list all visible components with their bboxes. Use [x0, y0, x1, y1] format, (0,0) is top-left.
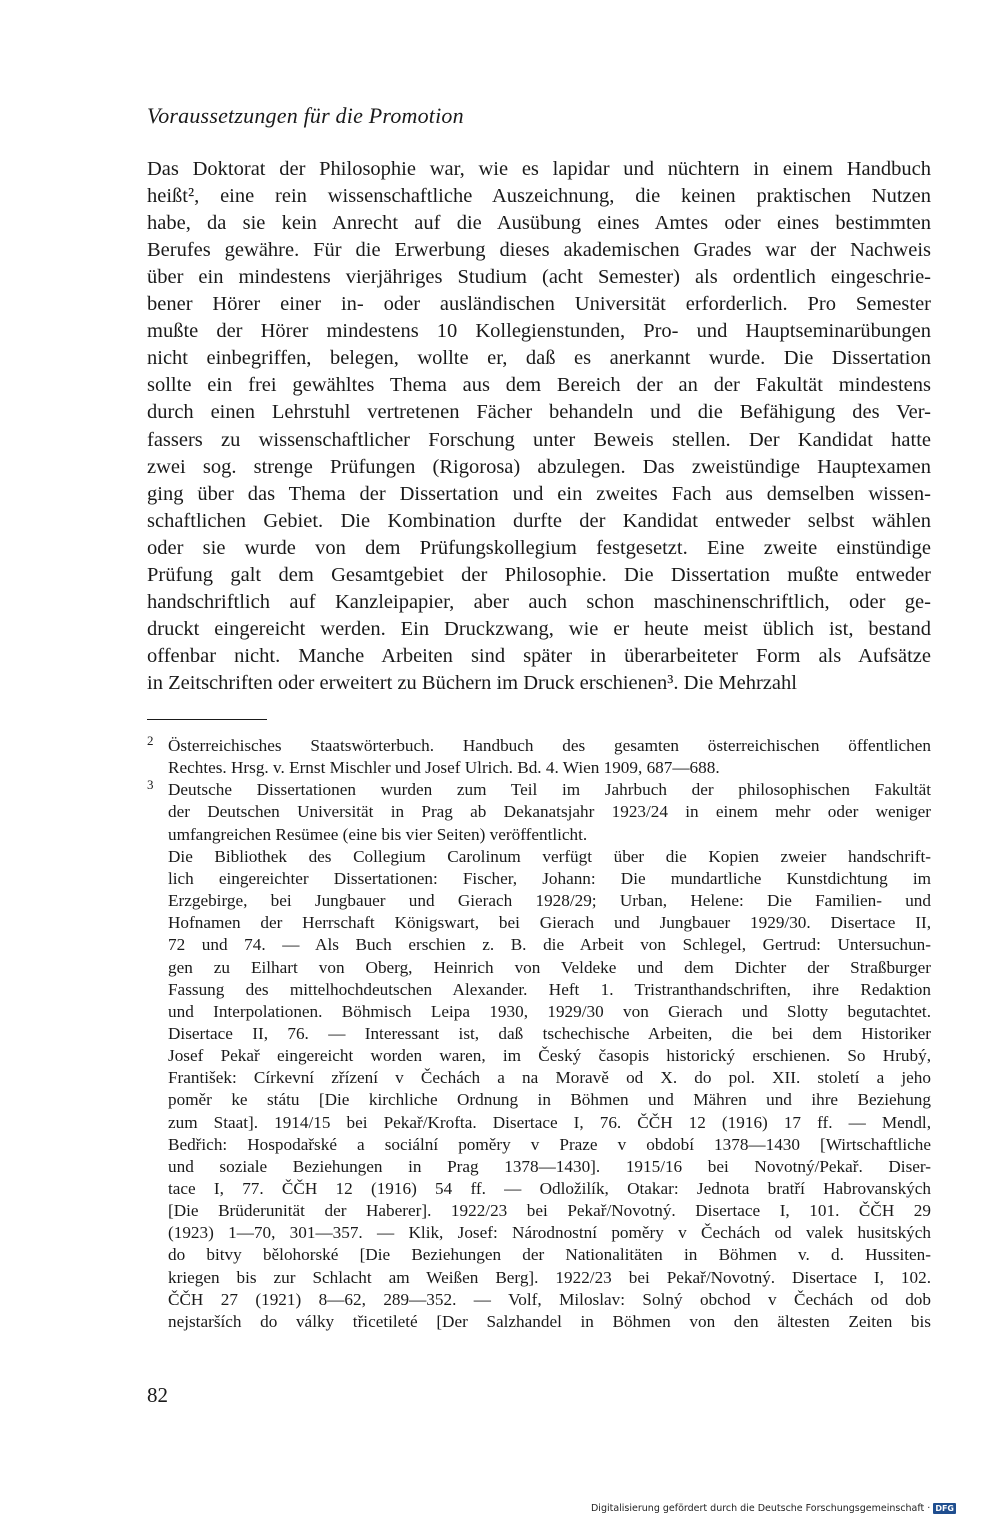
body-line: heißt², eine rein wissenschaftliche Auszeichnung, die keinen praktischen Nutzen — [147, 185, 931, 208]
footnote-line: do bitvy bělohorské [Die Beziehungen der Nationalitäten in Böhmen v. d. Hussiten- — [168, 1245, 931, 1265]
footnote-line: der Deutschen Universität in Prag ab Dekanatsjahr 1923/24 in einem mehr oder weniger — [168, 802, 931, 822]
digitization-credit — [591, 1503, 956, 1514]
footnote-line: Josef Pekař eingereicht worden waren, im Český časopis historický erschienen. So Hrubý, — [168, 1046, 931, 1066]
footnote-line: 72 und 74. — Als Buch erschien z. B. die Arbeit von Schlegel, Gertrud: Untersuchun- — [168, 935, 931, 955]
footnote-line: Deutsche Dissertationen wurden zum Teil im Jahrbuch der philosophischen Fakultät — [168, 780, 931, 800]
footnote-line: poměr ke státu [Die kirchliche Ordnung in Böhmen und Mähren und ihre Beziehung — [168, 1090, 931, 1110]
body-line: mußte der Hörer mindestens 10 Kollegienstunden, Pro- und Hauptseminarübungen — [147, 320, 931, 343]
footnote-line: [Die Brüderunität der Haberer]. 1922/23 bei Pekař/Novotný. Disertace I, 101. ČČH 29 — [168, 1201, 931, 1221]
body-line: offenbar nicht. Manche Arbeiten sind später in überarbeiteter Form als Aufsätze — [147, 644, 931, 667]
body-line: Das Doktorat der Philosophie war, wie es lapidar und nüchtern in einem Handbuch — [147, 158, 931, 180]
footnote-line: umfangreichen Resümee (eine bis vier Seiten) veröffentlicht. — [168, 824, 588, 844]
dfg-logo: DFG — [935, 1504, 954, 1513]
body-line: Prüfung galt dem Gesamtgebiet der Philosophie. Die Dissertation mußte entweder — [147, 563, 931, 586]
body-line: habe, da sie kein Anrecht auf die Ausübung eines Amtes oder eines bestimmten — [147, 212, 931, 235]
body-line: Berufes gewähre. Für die Erwerbung dieses akademischen Grades war der Nachweis — [147, 239, 931, 262]
footnote-line: gen zu Eilhart von Oberg, Heinrich von Veldeke und dem Dichter der Straßburger — [168, 957, 931, 977]
footnote-divider — [147, 719, 267, 720]
body-line: durch einen Lehrstuhl vertretenen Fächer behandeln und die Befähigung des Ver- — [147, 401, 931, 424]
footnote-line: Disertace II, 76. — Interessant ist, daß tschechische Arbeiten, die bei dem Historiker — [168, 1023, 931, 1043]
footnote-line: ČČH 27 (1921) 8—62, 289—352. — Volf, Miloslav: Solný obchod v Čechách od dob — [168, 1289, 931, 1309]
footnote-line: Erzgebirge, bei Jungbauer und Gierach 1928/29; Urban, Helene: Die Familien- und — [168, 891, 931, 911]
footnote-line: Die Bibliothek des Collegium Carolinum verfügt über die Kopien zweier handschrift- — [168, 846, 931, 866]
footnote-line: und soziale Beziehungen in Prag 1378—1430]. 1915/16 bei Novotný/Pekař. Diser- — [168, 1156, 931, 1176]
footnote-line: Österreichisches Staatswörterbuch. Handbuch des gesamten österreichischen öffentlichen — [168, 736, 931, 755]
footnote-marker: 2 — [147, 733, 154, 748]
credit-text: Digitalisierung gefördert durch die Deutsche Forschungsgemeinschaft · — [590, 1503, 931, 1514]
body-line: ging über das Thema der Dissertation und ein zweites Fach aus demselben wissen- — [147, 482, 931, 505]
body-line: fassers zu wissenschaftlicher Forschung unter Beweis stellen. Der Kandidat hatte — [147, 428, 931, 451]
footnote-line: František: Církevní zřízení v Čechách a na Moravě od X. do pol. XII. století a jeho — [168, 1068, 931, 1088]
body-line: handschriftlich auf Kanzleipapier, aber auch schon maschinenschriftlich, oder ge- — [147, 590, 931, 613]
footnote-line: Bedřich: Hospodařské a sociální poměry v Praze v období 1378—1430 [Wirtschaftliche — [168, 1134, 931, 1154]
footnote-line: lich eingereichter Dissertationen: Fischer, Johann: Die mundartliche Kunstdichtung im — [168, 868, 931, 888]
footnote-line: zum Staat]. 1914/15 bei Pekař/Krofta. Disertace I, 76. ČČH 12 (1916) 17 ff. — Mendl, — [168, 1112, 931, 1132]
footnote-line: Hofnamen der Herrschaft Königswart, bei Gierach und Jungbauer 1929/30. Disertace II, — [168, 913, 931, 933]
body-line: bener Hörer einer in- oder ausländischen Universität erforderlich. Pro Semester — [147, 293, 931, 316]
body-line: oder sie wurde von dem Prüfungskollegium festgesetzt. Eine zweite einstündige — [147, 536, 931, 559]
body-line: zwei sog. strenge Prüfungen (Rigorosa) abzulegen. Das zweistündige Hauptexamen — [147, 455, 931, 478]
document-page — [147, 0, 931, 1516]
section-heading: Voraussetzungen für die Promotion — [147, 103, 464, 128]
body-line: sollte ein frei gewähltes Thema aus dem Bereich der an der Fakultät mindestens — [147, 374, 931, 397]
page-number: 82 — [147, 1383, 168, 1407]
footnote-line: tace I, 77. ČČH 12 (1916) 54 ff. — Odložilík, Otakar: Jednota bratří Habrovanských — [168, 1179, 931, 1198]
body-line: nicht einbegriffen, belegen, wollte er, daß es anerkannt wurde. Die Dissertation — [147, 347, 931, 370]
footnote-line: Fassung des mittelhochdeutschen Alexander. Heft 1. Tristranthandschriften, ihre Redaktion — [168, 979, 931, 999]
footnote-line: und Interpolationen. Böhmisch Leipa 1930, 1929/30 von Gierach und Slotty begutachtet. — [168, 1001, 931, 1021]
body-line: in Zeitschriften oder erweitert zu Büchern im Druck erschienen³. Die Mehrzahl — [147, 671, 797, 694]
footnote-line: Rechtes. Hrsg. v. Ernst Mischler und Josef Ulrich. Bd. 4. Wien 1909, 687—688. — [168, 758, 720, 778]
body-line: schaftlichen Gebiet. Die Kombination durfte der Kandidat entweder selbst wählen — [147, 509, 931, 532]
body-line: über ein mindestens vierjähriges Studium (acht Semester) als ordentlich eingeschrie- — [147, 266, 931, 289]
footnote-line: (1923) 1—70, 301—357. — Klik, Josef: Národnostní poměry v Čechách od valek husitských — [168, 1223, 931, 1243]
footnote-line: kriegen bis zur Schlacht am Weißen Berg]. 1922/23 bei Pekař/Novotný. Disertace I, 102. — [168, 1267, 931, 1287]
footnote-line: nejstarších do války třicetileté [Der Salzhandel in Böhmen von den ältesten Zeiten bis — [168, 1311, 931, 1331]
body-line: druckt eingereicht werden. Ein Druckzwang, wie er heute meist üblich ist, bestand — [147, 617, 931, 640]
footnote-marker: 3 — [147, 777, 154, 793]
